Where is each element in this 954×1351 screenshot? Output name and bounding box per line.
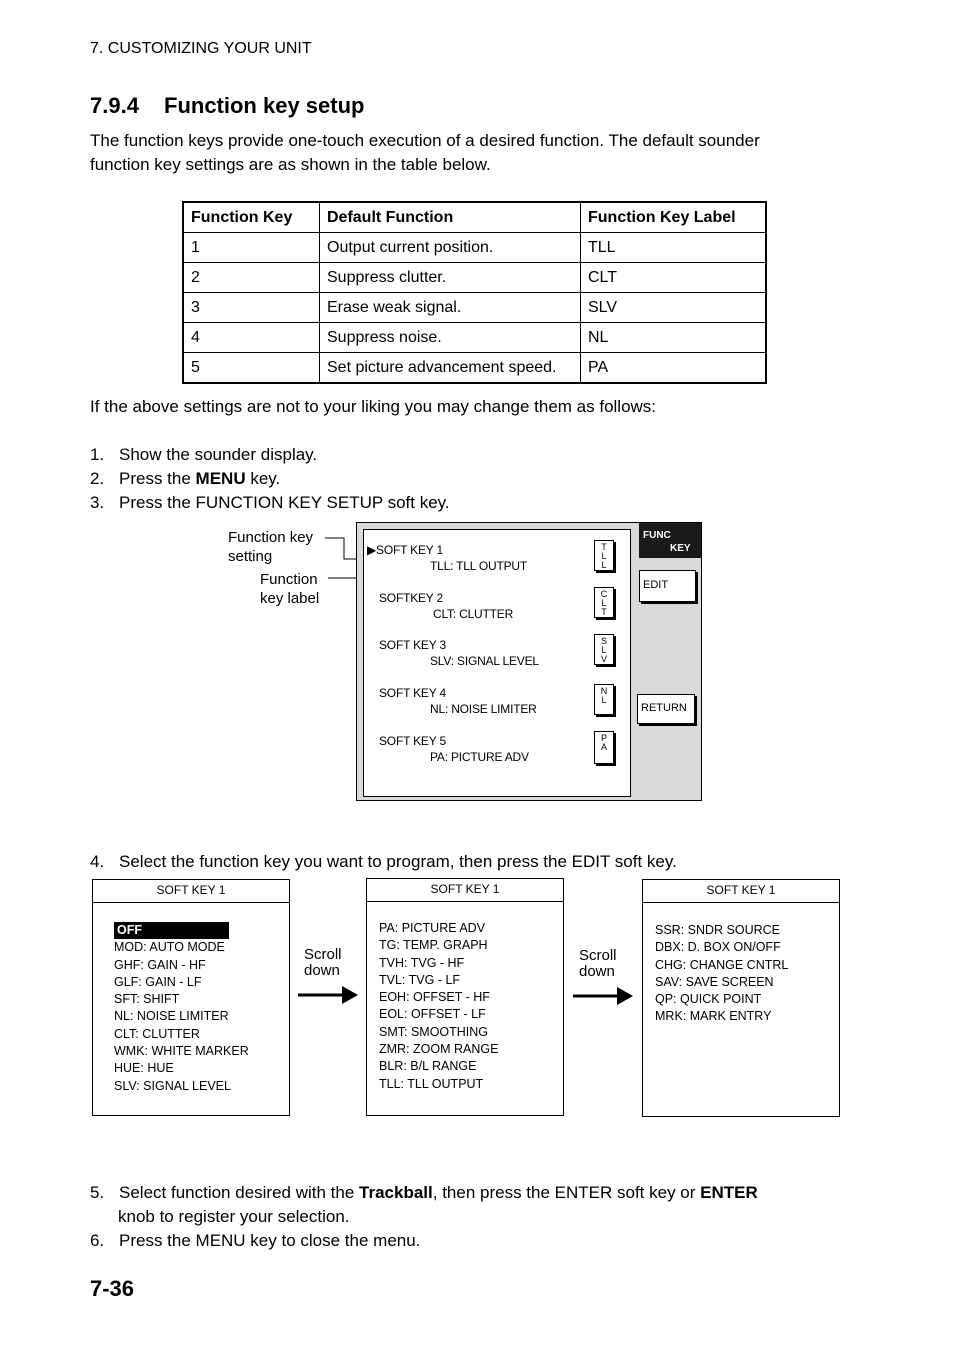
- page-number: 7-36: [90, 1276, 135, 1301]
- list-item[interactable]: TVL: TVG - LF: [379, 972, 461, 987]
- list-item[interactable]: [114, 922, 249, 939]
- list-item[interactable]: TLL: TLL OUTPUT: [379, 1076, 484, 1091]
- menu-page-3: [642, 879, 840, 1117]
- softkey-2-name[interactable]: SOFTKEY 2: [379, 591, 444, 605]
- keycap-clt: C L T: [594, 587, 614, 618]
- edit-button[interactable]: EDIT: [639, 570, 696, 602]
- list-item[interactable]: HUE: HUE: [114, 1061, 174, 1076]
- intro-paragraph: The function keys provide one-touch execution of a desired function. The default sounder function key settings are as shown in the table below.: [90, 131, 760, 174]
- list-item[interactable]: GLF: GAIN - LF: [114, 974, 202, 989]
- table-row: 4 Suppress noise. NL: [183, 323, 766, 353]
- step-1: 1. Show the sounder display.: [90, 445, 318, 464]
- menu-items: [655, 922, 788, 1026]
- list-item[interactable]: NL: NOISE LIMITER: [114, 1009, 229, 1024]
- softkey-3-function: SLV: SIGNAL LEVEL: [430, 654, 539, 668]
- softkey-4-name[interactable]: SOFT KEY 4: [379, 686, 446, 700]
- list-item[interactable]: ZMR: ZOOM RANGE: [379, 1042, 499, 1057]
- callout-function-key-label: Function key label: [260, 571, 320, 607]
- list-item[interactable]: WMK: WHITE MARKER: [114, 1044, 249, 1059]
- step-5: 5. Select function desired with the Trackball, then press the ENTER soft key or ENTER knob to register your selection.: [90, 1183, 758, 1226]
- list-item[interactable]: TG: TEMP. GRAPH: [379, 938, 488, 953]
- list-item[interactable]: GHF: GAIN - HF: [114, 957, 206, 972]
- keycap-nl: N L: [594, 684, 614, 715]
- section-number: 7.9.4: [90, 93, 139, 118]
- table-row: 5 Set picture advancement speed. PA: [183, 353, 766, 384]
- menu-items: [379, 920, 498, 1093]
- table-row: 1 Output current position. TLL: [183, 233, 766, 263]
- list-item[interactable]: MOD: AUTO MODE: [114, 940, 225, 955]
- menu-page-1: [92, 879, 290, 1116]
- step-2: 2. Press the MENU key.: [90, 469, 281, 488]
- menu-title: SOFT KEY 1: [367, 879, 563, 902]
- section-title: Function key setup: [164, 93, 365, 118]
- softkey-4-function: NL: NOISE LIMITER: [430, 702, 537, 716]
- selected-option[interactable]: OFF: [114, 922, 229, 939]
- column-header: Function Key Label: [581, 202, 767, 233]
- table-row: 2 Suppress clutter. CLT: [183, 263, 766, 293]
- keycap-pa: P A: [594, 731, 614, 764]
- list-item[interactable]: EOH: OFFSET - HF: [379, 990, 490, 1005]
- list-item[interactable]: EOL: OFFSET - LF: [379, 1007, 486, 1022]
- softkey-list-panel: [363, 529, 631, 797]
- list-item[interactable]: SLV: SIGNAL LEVEL: [114, 1078, 231, 1093]
- list-item[interactable]: SMT: SMOOTHING: [379, 1024, 489, 1039]
- running-header: 7. CUSTOMIZING YOUR UNIT: [90, 40, 312, 57]
- column-header: Default Function: [320, 202, 581, 233]
- column-header: Function Key: [183, 202, 320, 233]
- menu-title: SOFT KEY 1: [93, 880, 289, 903]
- list-item[interactable]: BLR: B/L RANGE: [379, 1059, 477, 1074]
- list-item[interactable]: DBX: D. BOX ON/OFF: [655, 940, 781, 955]
- list-item[interactable]: PA: PICTURE ADV: [379, 921, 486, 935]
- softkey-2-function: CLT: CLUTTER: [433, 607, 514, 621]
- list-item[interactable]: TVH: TVG - HF: [379, 955, 465, 970]
- callout-function-key-setting: Function key setting: [228, 529, 314, 565]
- softkey-5-function: PA: PICTURE ADV: [430, 750, 529, 764]
- scroll-down-label-1: Scroll down: [304, 946, 342, 979]
- menu-page-2: [366, 878, 564, 1116]
- step-4: 4. Select the function key you want to program, then press the EDIT soft key.: [90, 852, 677, 871]
- menu-title: SOFT KEY 1: [643, 880, 839, 903]
- function-key-screen: [356, 522, 702, 801]
- keycap-tll: T L L: [594, 540, 614, 571]
- arrow-right-icon: [573, 985, 635, 1007]
- keycap-slv: S L V: [594, 634, 614, 665]
- list-item[interactable]: CLT: CLUTTER: [114, 1026, 200, 1041]
- list-item[interactable]: QP: QUICK POINT: [655, 992, 762, 1007]
- list-item[interactable]: CHG: CHANGE CNTRL: [655, 957, 789, 972]
- menu-items: [114, 922, 249, 1095]
- func-key-header: FUNC KEY: [639, 523, 701, 558]
- arrow-right-icon: [298, 984, 360, 1006]
- step-6: 6. Press the MENU key to close the menu.: [90, 1231, 421, 1250]
- softkey-1-name[interactable]: ▶SOFT KEY 1: [367, 543, 443, 557]
- return-button[interactable]: RETURN: [637, 694, 695, 724]
- list-item[interactable]: SAV: SAVE SCREEN: [655, 974, 774, 989]
- cursor-triangle-icon: ▶: [367, 543, 377, 557]
- step-3: 3. Press the FUNCTION KEY SETUP soft key.: [90, 493, 450, 512]
- scroll-down-label-2: Scroll down: [579, 947, 617, 980]
- table-row: 3 Erase weak signal. SLV: [183, 293, 766, 323]
- softkey-3-name[interactable]: SOFT KEY 3: [379, 638, 446, 652]
- list-item[interactable]: SFT: SHIFT: [114, 992, 180, 1007]
- list-item[interactable]: SSR: SNDR SOURCE: [655, 923, 781, 937]
- softkey-1-function: TLL: TLL OUTPUT: [430, 559, 528, 573]
- change-instructions: If the above settings are not to your liking you may change them as follows:: [90, 397, 657, 416]
- softkey-5-name[interactable]: SOFT KEY 5: [379, 734, 446, 748]
- list-item[interactable]: MRK: MARK ENTRY: [655, 1009, 772, 1024]
